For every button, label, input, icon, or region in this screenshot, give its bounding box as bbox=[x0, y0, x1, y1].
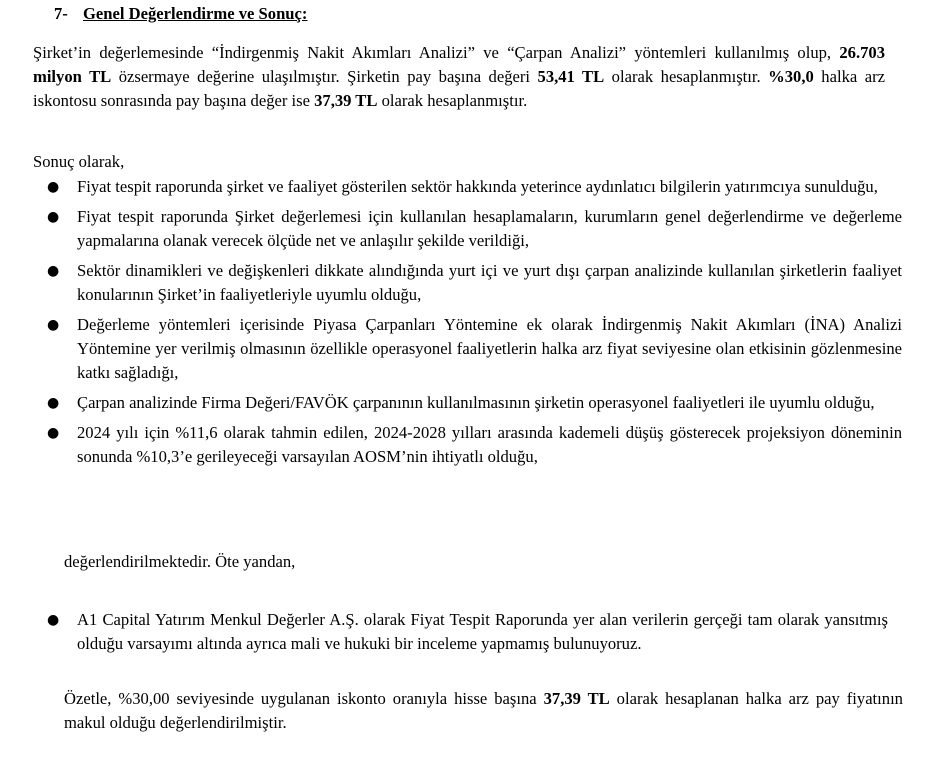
summary-text-2: olarak hesaplanan halka arz pay fiyatının makul olduğu değerlendirilmiştir. bbox=[64, 689, 903, 732]
bullet-icon: ● bbox=[47, 209, 60, 225]
section-title: Genel Değerlendirme ve Sonuç: bbox=[83, 4, 308, 23]
intro-text-2: özsermaye değerine ulaşılmıştır. Şirketin pay başına değeri bbox=[111, 67, 538, 86]
intro-text-3: olarak hesaplanmıştır. bbox=[604, 67, 769, 86]
list-item-text: Sektör dinamikleri ve değişkenleri dikkate alındığında yurt içi ve yurt dışı çarpan analizinde kullanılan şirketlerin faaliyet konularının Şirket’in faaliyetleriyle uyumlu olduğu, bbox=[77, 261, 902, 304]
list-item bbox=[33, 259, 902, 307]
section-number: 7- bbox=[54, 4, 68, 23]
list-item bbox=[33, 175, 902, 199]
list-item bbox=[33, 391, 902, 415]
bullet-icon: ● bbox=[47, 317, 60, 333]
per-share-value: 53,41 TL bbox=[537, 67, 605, 86]
list-item-text: A1 Capital Yatırım Menkul Değerler A.Ş. olarak Fiyat Tespit Raporunda yer alan verilerin gerçeği tam olarak yansıtmış olduğu varsayımı altında ayrıca mali ve hukuki bir inceleme yapmamış bulunuyoruz. bbox=[77, 610, 888, 653]
intro-text-1: Şirket’in değerlemesinde “İndirgenmiş Nakit Akımları Analizi” ve “Çarpan Analizi” yöntemleri kullanılmış olup, bbox=[33, 43, 840, 62]
discounted-per-share-value: 37,39 TL bbox=[314, 91, 378, 110]
intro-text-5: olarak hesaplanmıştır. bbox=[377, 91, 528, 110]
list-item-text: Çarpan analizinde Firma Değeri/FAVÖK çarpanının kullanılmasının şirketin operasyonel faaliyetleri ile uyumlu olduğu, bbox=[77, 393, 875, 412]
list-item bbox=[33, 313, 902, 385]
discount-rate: %30,0 bbox=[768, 67, 814, 86]
section-heading bbox=[54, 2, 307, 26]
intro-text-4: halka arz iskontosu sonrasında pay başına değer ise bbox=[33, 67, 885, 110]
list-item-text: 2024 yılı için %11,6 olarak tahmin edilen, 2024-2028 yılları arasında kademeli düşüş gösterecek projeksiyon döneminin sonunda %10,3’e gerileyeceği varsayılan AOSM’nin ihtiyatlı olduğu, bbox=[77, 423, 902, 466]
list-item bbox=[33, 205, 902, 253]
list-item-text: Fiyat tespit raporunda Şirket değerlemesi için kullanılan hesaplamaların, kurumların genel değerlendirme ve değerleme yapmalarına olanak verecek ölçüde net ve anlaşılır şekilde verildiği, bbox=[77, 207, 902, 250]
intro-paragraph bbox=[33, 41, 885, 113]
bullet-icon: ● bbox=[47, 395, 60, 411]
list-item-text: Değerleme yöntemleri içerisinde Piyasa Çarpanları Yöntemine ek olarak İndirgenmiş Nakit Akımları (İNA) Analizi Yöntemine yer verilmiş olmasının özellikle operasyonel faaliyetlerin halka arz fiyat seviyesine olan etkisinin gözlenmesine katkı sağladığı, bbox=[77, 315, 902, 382]
bullet-icon: ● bbox=[47, 179, 60, 195]
summary-text-1: Özetle, %30,00 seviyesinde uygulanan iskonto oranıyla hisse başına bbox=[64, 689, 544, 708]
list-item bbox=[33, 421, 902, 469]
equity-value: 26.703 milyon TL bbox=[33, 43, 885, 86]
evaluation-sentence: değerlendirilmektedir. Öte yandan, bbox=[64, 552, 296, 571]
list-item-text: Fiyat tespit raporunda şirket ve faaliyet gösterilen sektör hakkında yeterince aydınlatıcı bilgilerin yatırımcıya sunulduğu, bbox=[77, 177, 878, 196]
bullet-icon: ● bbox=[47, 425, 60, 441]
bullet-icon: ● bbox=[47, 263, 60, 279]
conclusion-list bbox=[33, 175, 902, 475]
conclusion-label: Sonuç olarak, bbox=[33, 152, 125, 171]
bullet-icon: ● bbox=[47, 612, 60, 628]
list-item bbox=[33, 608, 888, 656]
summary-share-price: 37,39 TL bbox=[543, 689, 610, 708]
summary-paragraph bbox=[64, 687, 903, 735]
disclaimer-list bbox=[33, 608, 888, 656]
